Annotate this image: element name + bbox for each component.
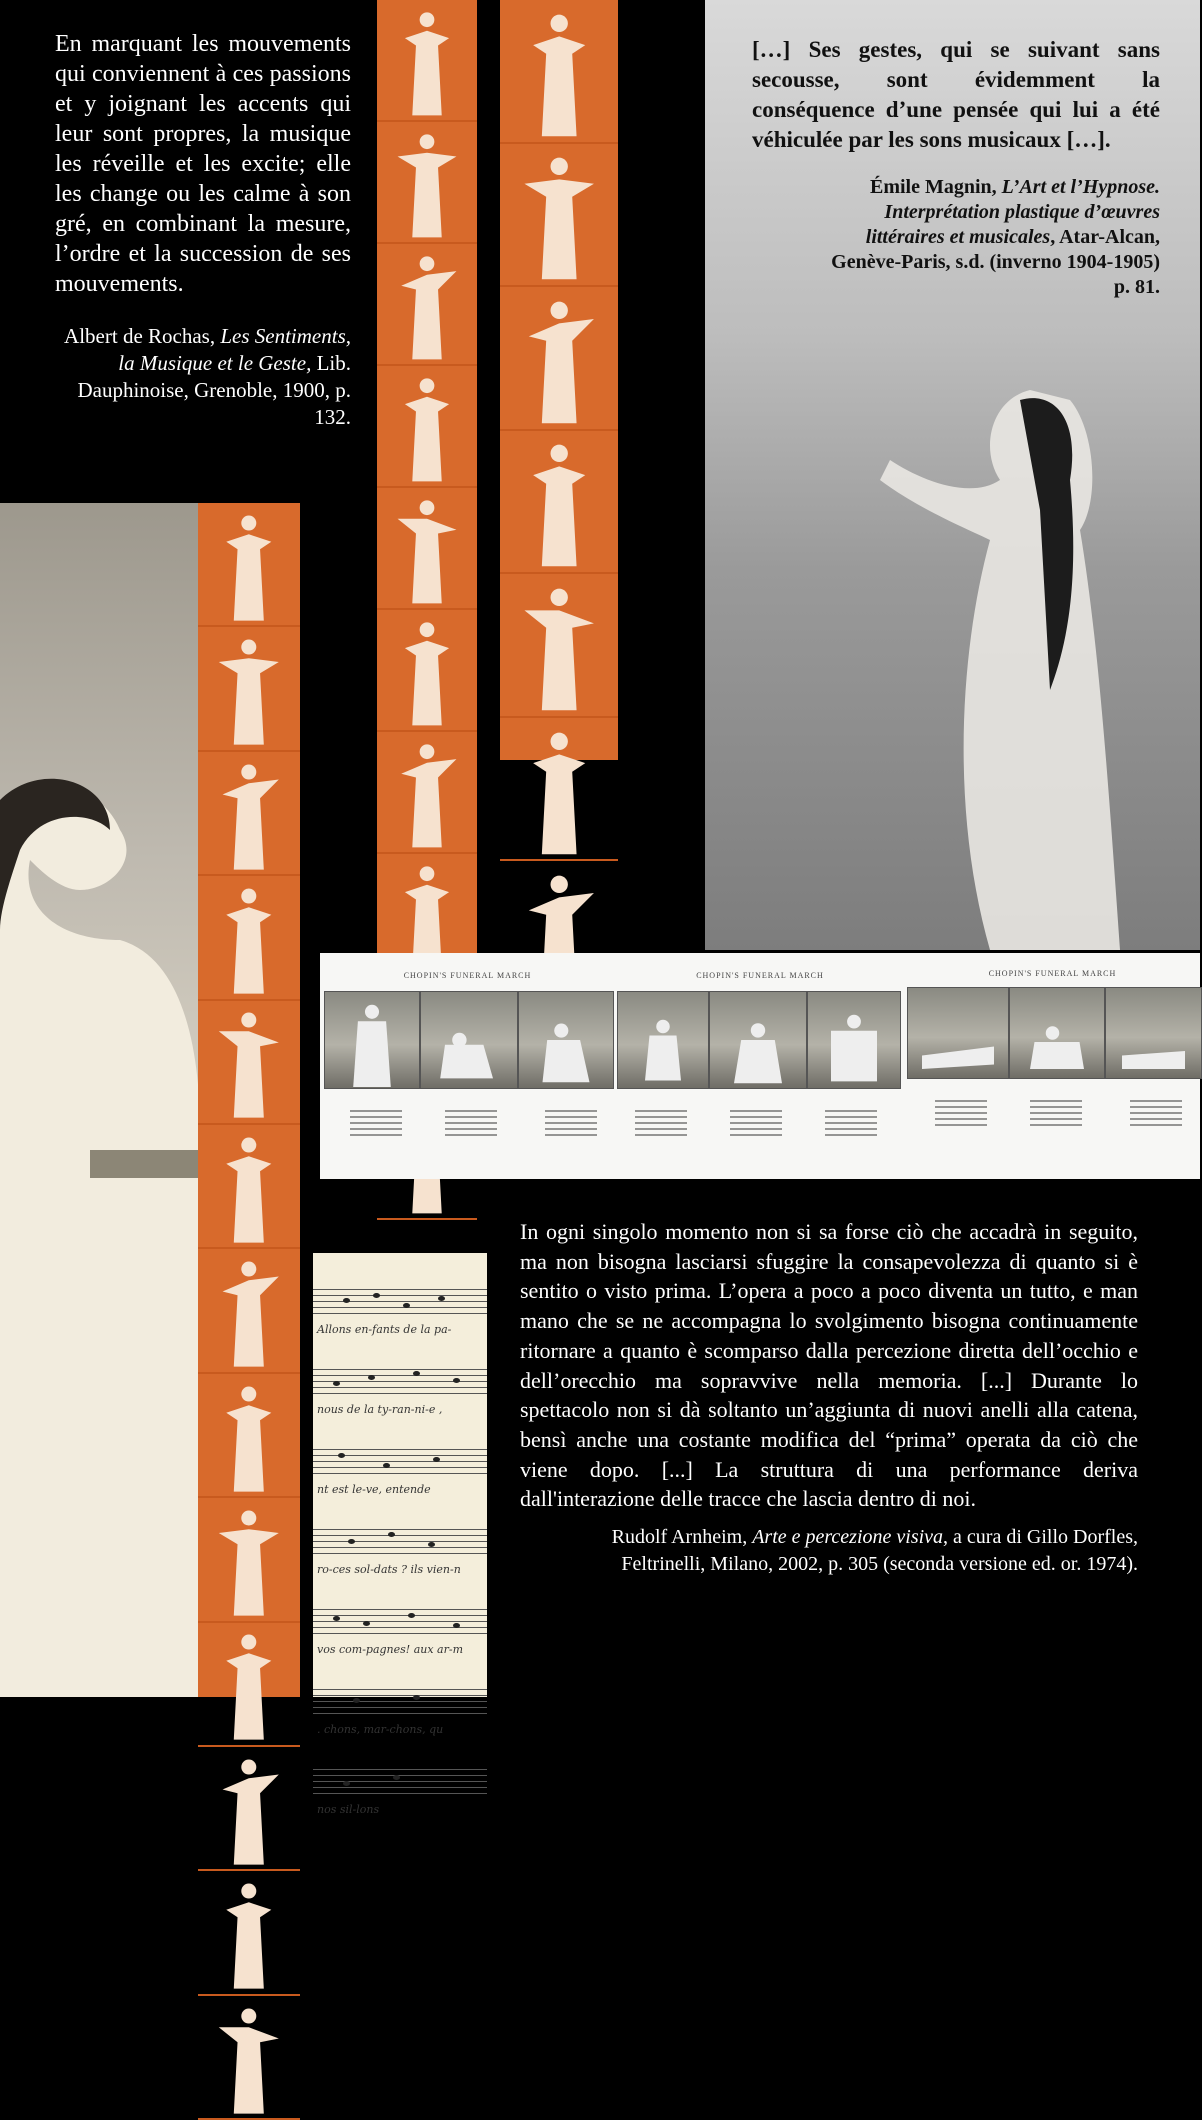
score-staff <box>313 1603 487 1663</box>
score-staff <box>313 1523 487 1583</box>
quote-rochas-citation <box>55 323 351 431</box>
chopin-photo <box>1105 987 1202 1079</box>
score-lyric: nous de la ty-ran-ni-e , <box>317 1403 443 1416</box>
film-strip-2 <box>500 0 618 760</box>
chopin-photo <box>709 991 807 1089</box>
chopin-plate-title: CHOPIN'S FUNERAL MARCH <box>403 971 532 980</box>
chopin-plate-title: CHOPIN'S FUNERAL MARCH <box>988 969 1117 978</box>
score-lyric: nos sil-lons <box>317 1803 380 1816</box>
score-lyric: vos com-pagnes! aux ar-m <box>317 1643 464 1656</box>
score-lyric: nt est le-ve, entende <box>317 1483 431 1496</box>
music-notation <box>350 1103 402 1143</box>
score-staff <box>313 1763 487 1823</box>
music-notation <box>935 1093 987 1133</box>
music-notation <box>1130 1093 1182 1133</box>
dancer-figure-right <box>880 390 1120 950</box>
chopin-photo <box>807 991 901 1089</box>
music-notation <box>730 1103 782 1143</box>
chopin-photo <box>617 991 709 1089</box>
chopin-photo <box>324 991 420 1089</box>
chopin-photo <box>420 991 518 1089</box>
dancer-figure-left <box>0 770 200 1697</box>
chopin-plate-1 <box>320 953 615 1179</box>
quote-magnin-citation <box>822 175 1160 300</box>
score-staff <box>313 1443 487 1503</box>
music-notation <box>545 1103 597 1143</box>
score-staff <box>313 1363 487 1423</box>
score-lyric: . chons, mar-chons, qu <box>317 1723 444 1736</box>
music-notation <box>825 1103 877 1143</box>
citation-title: Les Sentiments, la Musique et le Geste, <box>118 324 351 375</box>
citation-publisher: , a cura di Gillo Dorfles, Feltrinelli, Milano, 2002, p. 305 (seconda versione ed. or. 1974). <box>621 1526 1138 1576</box>
chopin-photo <box>907 987 1009 1079</box>
film-strip-1 <box>377 0 477 953</box>
score-lyric: ro-ces sol-dats ? ils vien-n <box>317 1563 461 1576</box>
score-lyric: Allons en-fants de la pa- <box>317 1323 452 1336</box>
music-notation <box>1030 1093 1082 1133</box>
film-strip-3 <box>198 503 300 1697</box>
citation-title: Arte e percezione visiva <box>752 1526 944 1549</box>
music-notation <box>445 1103 497 1143</box>
score-staff <box>313 1283 487 1343</box>
score-staff <box>313 1683 487 1743</box>
citation-title: L’Art et l’Hypnose. Interprétation plastique d’œuvres littéraires et musicales <box>865 176 1160 248</box>
music-score-sheet <box>313 1253 487 1816</box>
citation-author: Émile Magnin, <box>870 176 1002 198</box>
quote-rochas-block <box>55 29 351 431</box>
quote-arnheim-block <box>520 1217 1138 1578</box>
citation-publisher: Lib. Dauphinoise, Grenoble, 1900, p. 132. <box>77 351 351 429</box>
chopin-photo <box>518 991 614 1089</box>
citation-author: Rudolf Arnheim, <box>611 1526 753 1549</box>
citation-publisher: , Atar-Alcan, Genève-Paris, s.d. (inverno 1904-1905) p. 81. <box>831 226 1160 298</box>
music-notation <box>635 1103 687 1143</box>
chopin-plate-3 <box>905 953 1200 1179</box>
quote-arnheim-text: In ogni singolo momento non si sa forse ciò che accadrà in seguito, ma non bisogna lasciarsi sfuggire la consapevolezza di quanto si è sentito o visto prima. L’opera a poco a poco diventa un tutto, e man mano che se ne accompagna lo svolgimento bisogna continuamente ritornare a quanto è scomparso dalla percezione diretta dell’occhio e dell’orecchio ma sopravvive nella memoria. [...] Durante lo spettacolo non si dà soltanto un’aggiunta di nuovi anelli alla catena, bensì anche una costante modifica del “prima” operata da ciò che viene dopo. [...] La struttura di una performance deriva dall'interazione delle tracce che lascia dentro di noi. <box>520 1219 1138 1512</box>
citation-author: Albert de Rochas, <box>64 324 221 348</box>
quote-magnin-block <box>752 35 1160 300</box>
quote-rochas-text: En marquant les mouvements qui conviennent à ces passions et y joignant les accents qui leur sont propres, la musique les réveille et les excite; elle les change ou les calme à son gré, en combinant la mesure, l’ordre et la succession de ses mouvements. <box>55 31 351 297</box>
chopin-plate-2 <box>615 953 905 1179</box>
chopin-photo <box>1009 987 1105 1079</box>
chopin-funeral-march-plates <box>320 953 1200 1179</box>
quote-arnheim-citation <box>540 1524 1138 1578</box>
chopin-plate-title: CHOPIN'S FUNERAL MARCH <box>696 971 824 980</box>
quote-magnin-text: […] Ses gestes, qui se suivant sans secousse, sont évidemment la conséquence d’une pensée qui lui a été véhiculée par les sons musicaux […]. <box>752 37 1160 152</box>
